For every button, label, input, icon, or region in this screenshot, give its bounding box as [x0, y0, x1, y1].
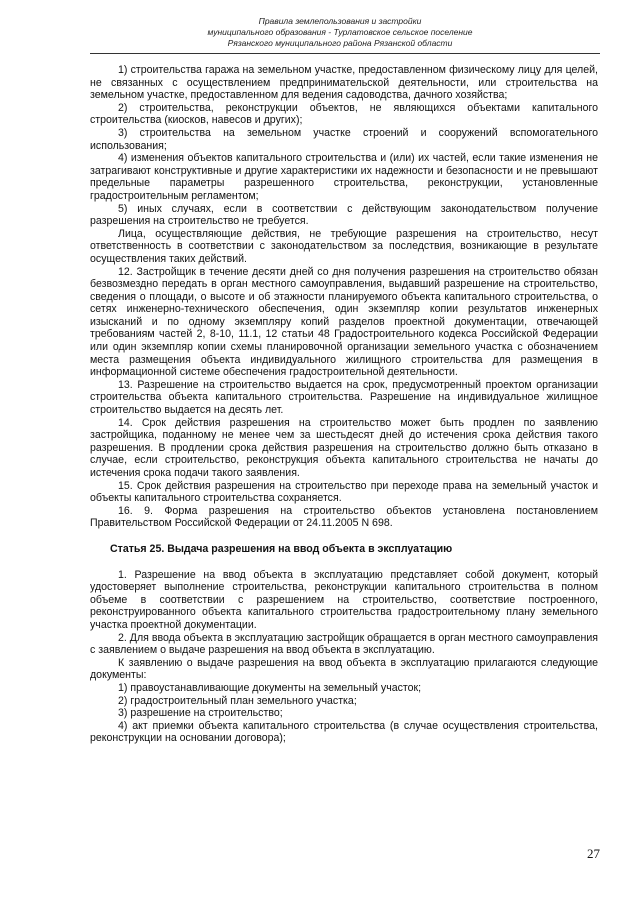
- article-title: Статья 25. Выдача разрешения на ввод объекта в эксплуатацию: [110, 542, 453, 555]
- paragraph: Лица, осуществляющие действия, не требующие разрешения на строительство, несут ответственность в соответствии с законодательством за последствия, возникающие в результате осуществления таких действий.: [90, 227, 598, 265]
- paragraph: 3) строительства на земельном участке строений и сооружений вспомогательного использования;: [90, 126, 598, 152]
- article-paragraph: 3) разрешение на строительство;: [118, 707, 283, 720]
- document-body: [90, 64, 598, 745]
- running-header: [90, 16, 590, 49]
- header-line-2: муниципального образования - Турлатовское сельское поселение: [207, 27, 473, 37]
- paragraph: 4) изменения объектов капитального строительства и (или) их частей, если такие изменения не затрагивают конструктивные и другие характеристики их надежности и безопасности и не превышают предельные параметры разрешенного строительства, реконструкции, установленные градостроительным регламентом;: [90, 152, 598, 202]
- article-paragraph: 1) правоустанавливающие документы на земельный участок;: [118, 681, 422, 694]
- paragraph: 5) иных случаях, если в соответствии с действующим законодательством получение разрешения на строительство не требуется.: [90, 202, 598, 228]
- article-paragraph: 2) градостроительный план земельного участка;: [118, 694, 357, 707]
- paragraph: 16. 9. Форма разрешения на строительство объектов установлена постановлением Правительством Российской Федерации от 24.11.2005 N 698.: [90, 504, 598, 530]
- header-divider: [90, 53, 600, 54]
- paragraph: 13. Разрешение на строительство выдается на срок, предусмотренный проектом организации строительства объекта капитального строительства. Разрешение на индивидуальное жилищное строительство выдается на десять лет.: [90, 378, 598, 417]
- article-paragraph: К заявлению о выдаче разрешения на ввод объекта в эксплуатацию прилагаются следующие документы:: [90, 656, 598, 682]
- header-line-3: Рязанского муниципального района Рязанской области: [227, 38, 453, 48]
- paragraph: 1) строительства гаража на земельном участке, предоставленном физическому лицу для целей, не связанных с осуществлением предпринимательской деятельности, или строительства на земельном участке, предоставленном для ведения садоводства, дачного хозяйства;: [90, 64, 598, 102]
- paragraph: 2) строительства, реконструкции объектов, не являющихся объектами капитального строительства (киосков, навесов и других);: [90, 101, 598, 127]
- paragraph: 15. Срок действия разрешения на строительство при переходе права на земельный участок и объекты капитального строительства сохраняется.: [90, 479, 598, 505]
- header-line-1: Правила землепользования и застройки: [258, 16, 422, 26]
- article-paragraph: 4) акт приемки объекта капитального строительства (в случае осуществления строительства, реконструкции на основании договора);: [90, 719, 598, 745]
- paragraph: 12. Застройщик в течение десяти дней со дня получения разрешения на строительство обязан безвозмездно передать в орган местного самоуправления, выдавший разрешение на строительство, сведения о площади, о высоте и об этажности планируемого объекта капитального строительства, о сетях инженерно-технического обеспечения, один экземпляр копии результатов инженерных изысканий и по одному экземпляру копий разделов проектной документации, отвечающей требованиям частей 2, 8-10, 11.1, 12 статьи 48 Градостроительного кодекса Российской Федерации или один экземпляр копии схемы планировочной организации земельного участка с обозначением места размещения объекта индивидуального жилищного строительства для размещения в информационной системе обеспечения градостроительной деятельности.: [90, 265, 598, 379]
- article-paragraph: 2. Для ввода объекта в эксплуатацию застройщик обращается в орган местного самоуправления с заявлением о выдаче разрешения на ввод объекта в эксплуатацию.: [90, 631, 598, 657]
- paragraph: 14. Срок действия разрешения на строительство может быть продлен по заявлению застройщика, поданному не менее чем за шестьдесят дней до истечения срока действия такого разрешения. В продлении срока действия разрешения на строительство должно быть отказано в случае, если строительство, реконструкция объекта капитального строительства не начаты до истечения срока подачи такого заявления.: [90, 416, 598, 479]
- article-paragraph: 1. Разрешение на ввод объекта в эксплуатацию представляет собой документ, который удостоверяет выполнение строительства, реконструкции капитального строительства в полном объеме в соответствии с разрешением на строительство, соответствие построенного, реконструированного объекта капитального строительства градостроительному плану земельного участка проектной документации.: [90, 568, 598, 631]
- page-number: 27: [587, 846, 600, 861]
